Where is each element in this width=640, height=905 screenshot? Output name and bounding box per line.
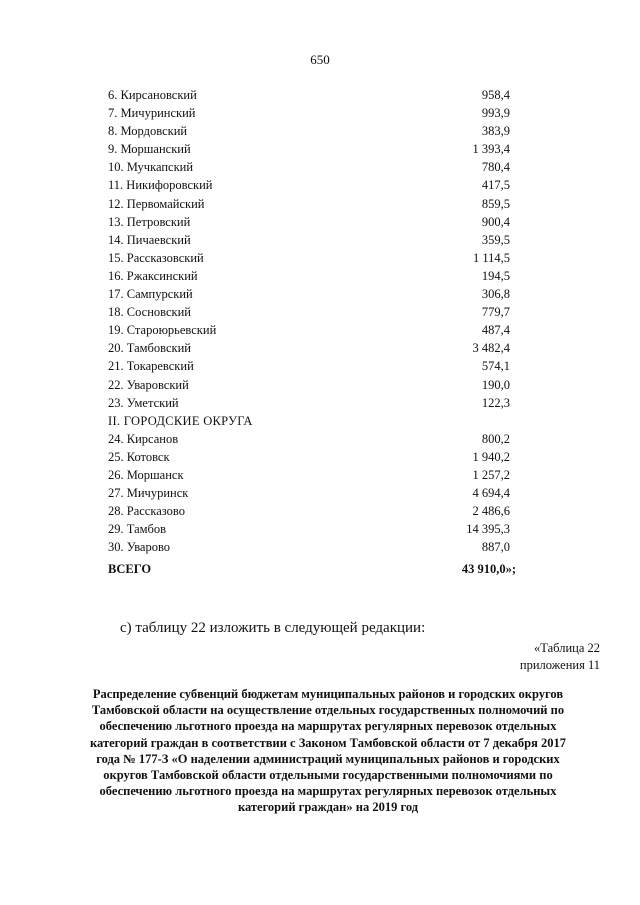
row-value: 1 940,2 [472, 449, 510, 464]
table-reference [520, 640, 600, 674]
row-label: 12. Первомайский [108, 196, 205, 211]
row-value: 359,5 [481, 232, 510, 247]
total-value: 43 910,0»; [461, 562, 516, 577]
table-row [108, 267, 510, 285]
table-reference-line: «Таблица 22 [534, 641, 600, 655]
row-label: 27. Мичуринск [108, 486, 189, 501]
row-label: 13. Петровский [108, 214, 191, 229]
table-heading: Распределение субвенций бюджетам муниципальных районов и городских округов Тамбовской области на осуществление отдельных государственных полномочий по обеспечению льготного проезда на маршрутах регулярных перевозок отдельных категорий граждан в соответствии с Законом Тамбовской области от 7 декабря 2017 года № 177-З «О наделении администраций муниципальных районов и городских округов Тамбовской области отдельными государственными полномочиями по обеспечению льготного проезда на маршрутах регулярных перевозок отдельных категорий граждан» на 2019 год [90, 687, 566, 815]
table-row [108, 249, 510, 267]
row-label: 16. Ржаксинский [108, 268, 198, 283]
table-row [108, 484, 510, 502]
row-value: 194,5 [481, 268, 510, 283]
row-label: 21. Токаревский [108, 359, 194, 374]
row-label: 14. Пичаевский [108, 232, 191, 247]
row-value: 574,1 [481, 359, 510, 374]
table-row [108, 394, 510, 412]
row-label: 9. Моршанский [108, 142, 191, 157]
row-value: 1 257,2 [472, 467, 510, 482]
table-row [108, 104, 510, 122]
row-label: 30. Уварово [108, 540, 171, 555]
row-label: 15. Рассказовский [108, 250, 204, 265]
row-value: 190,0 [481, 377, 510, 392]
row-label: II. ГОРОДСКИЕ ОКРУГА [108, 413, 253, 428]
row-value: 780,4 [481, 160, 510, 175]
row-value: 800,2 [481, 431, 510, 446]
table-row [108, 86, 510, 104]
row-value: 14 395,3 [466, 522, 510, 537]
table-row [108, 231, 510, 249]
table-row [108, 502, 510, 520]
row-value: 1 114,5 [472, 250, 510, 265]
row-value: 958,4 [481, 88, 510, 102]
table-row [108, 430, 510, 448]
table-reference-line: приложения 11 [519, 658, 600, 672]
table-row [108, 538, 510, 556]
row-value: 383,9 [481, 124, 510, 139]
table-row [108, 158, 510, 176]
row-label: 6. Кирсановский [108, 88, 197, 102]
row-value: 3 482,4 [472, 341, 510, 356]
table-row [108, 376, 510, 394]
row-label: 10. Мучкапский [108, 160, 194, 175]
row-value: 122,3 [481, 395, 510, 410]
row-label: 7. Мичуринский [108, 106, 196, 121]
row-value: 487,4 [481, 323, 510, 338]
total-label: ВСЕГО [108, 562, 152, 577]
row-label: 28. Рассказово [108, 504, 185, 519]
row-label: 19. Староюрьевский [108, 323, 217, 338]
table-row [108, 176, 510, 194]
row-label: 25. Котовск [108, 449, 170, 464]
row-value: 1 393,4 [472, 142, 510, 157]
table-row [108, 285, 510, 303]
table-row [108, 357, 510, 375]
table-row [108, 140, 510, 158]
row-label: 11. Никифоровский [108, 178, 213, 193]
row-label: 18. Сосновский [108, 305, 191, 320]
total-row [108, 560, 516, 578]
table-row [108, 448, 510, 466]
row-value: 859,5 [481, 196, 510, 211]
table-row [108, 339, 510, 357]
row-value: 900,4 [481, 214, 510, 229]
table-row [108, 195, 510, 213]
row-label: 29. Тамбов [108, 522, 167, 537]
row-label: 17. Сампурский [108, 287, 193, 302]
row-label: 26. Моршанск [108, 467, 184, 482]
table-row [108, 321, 510, 339]
page-number: 650 [310, 52, 330, 67]
section-heading-row [108, 412, 510, 430]
row-label: 24. Кирсанов [108, 431, 179, 446]
row-value: 887,0 [481, 540, 510, 555]
row-value: 4 694,4 [472, 486, 510, 501]
row-label: 20. Тамбовский [108, 341, 191, 356]
table-row [108, 520, 510, 538]
row-value: 779,7 [481, 305, 510, 320]
row-label: 8. Мордовский [108, 124, 188, 139]
table-row [108, 213, 510, 231]
row-label: 22. Уваровский [108, 377, 189, 392]
table-row [108, 122, 510, 140]
row-value: 417,5 [481, 178, 510, 193]
subvention-table [108, 86, 516, 579]
table-row [108, 303, 510, 321]
amendment-intro: с) таблицу 22 изложить в следующей редакции: [120, 620, 426, 636]
row-value: 306,8 [481, 287, 510, 302]
row-label: 23. Уметский [108, 395, 179, 410]
row-value: 2 486,6 [472, 504, 510, 519]
row-value: 993,9 [481, 106, 510, 121]
table-row [108, 466, 510, 484]
